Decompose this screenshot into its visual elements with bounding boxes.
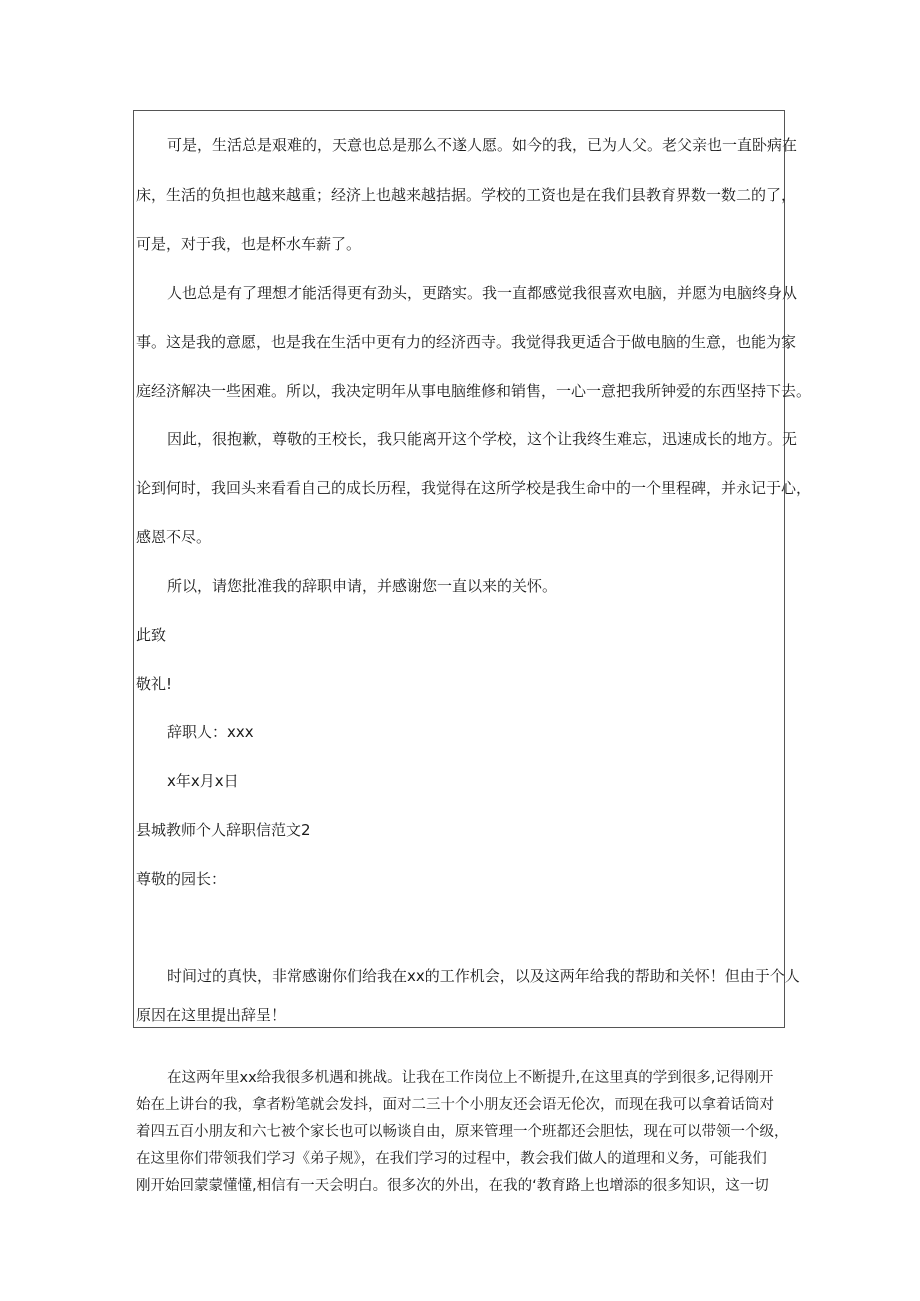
paragraph-line: 论到何时，我回头来看看自己的成长历程，我觉得在这所学校是我生命中的一个里程碑，并永记于心， xyxy=(136,479,812,497)
paragraph-line: 庭经济解决一些困难。所以，我决定明年从事电脑维修和销售，一心一意把我所钟爱的东西坚持下去。 xyxy=(136,382,812,400)
paragraph-line: 刚开始回蒙蒙懂懂,相信有一天会明白。很多次的外出，在我的‘教育路上也增添的很多知识，这一切 xyxy=(136,1178,769,1194)
paragraph-line: 始在上讲台的我，拿者粉笔就会发抖，面对二三十个小朋友还会语无伦次，而现在我可以拿着话筒对 xyxy=(136,1097,774,1113)
paragraph-line: 人也总是有了理想才能活得更有劲头，更踏实。我一直都感觉我很喜欢电脑，并愿为电脑终身从 xyxy=(167,284,798,302)
paragraph-line: 所以，请您批准我的辞职申请，并感谢您一直以来的关怀。 xyxy=(167,577,558,595)
paragraph-line: 在这里你们带领我们学习《弟子规》，在我们学习的过程中，教会我们做人的道理和义务，可能我们 xyxy=(136,1151,767,1167)
date-line: x年x月x日 xyxy=(167,772,239,790)
closing-line: 此致 xyxy=(136,626,167,644)
paragraph-line: 床，生活的负担也越来越重；经济上也越来越拮据。学校的工资也是在我们县教育界数一数二的了， xyxy=(136,186,797,204)
paragraph-line: 着四五百小朋友和六七被个家长也可以畅谈自由，原来管理一个班都还会胆怯，现在可以带领一个级， xyxy=(136,1124,789,1140)
closing-line: 敬礼! xyxy=(136,675,173,693)
paragraph-line: 事。这是我的意愿，也是我在生活中更有力的经济西寺。我觉得我更适合于做电脑的生意，也能为家 xyxy=(136,333,797,351)
signer-line: 辞职人：xxx xyxy=(167,723,254,741)
paragraph-line: 感恩不尽。 xyxy=(136,528,212,546)
paragraph-line: 原因在这里提出辞呈！ xyxy=(136,1006,287,1024)
section-title: 县城教师个人辞职信范文2 xyxy=(136,821,311,839)
paragraph-line: 可是，生活总是艰难的，天意也总是那么不遂人愿。如今的我，已为人父。老父亲也一直卧病在 xyxy=(167,136,798,154)
paragraph-line: 在这两年里xx给我很多机遇和挑战。让我在工作岗位上不断提升,在这里真的学到很多,记得刚开 xyxy=(167,1070,774,1086)
salutation: 尊敬的园长： xyxy=(136,870,227,888)
paragraph-line: 时间过的真快，非常感谢你们给我在xx的工作机会，以及这两年给我的帮助和关怀！但由于个人 xyxy=(167,967,800,985)
paragraph-line: 因此，很抱歉，尊敬的王校长，我只能离开这个学校，这个让我终生难忘，迅速成长的地方。无 xyxy=(167,430,798,448)
paragraph-line: 可是，对于我，也是杯水车薪了。 xyxy=(136,235,362,253)
